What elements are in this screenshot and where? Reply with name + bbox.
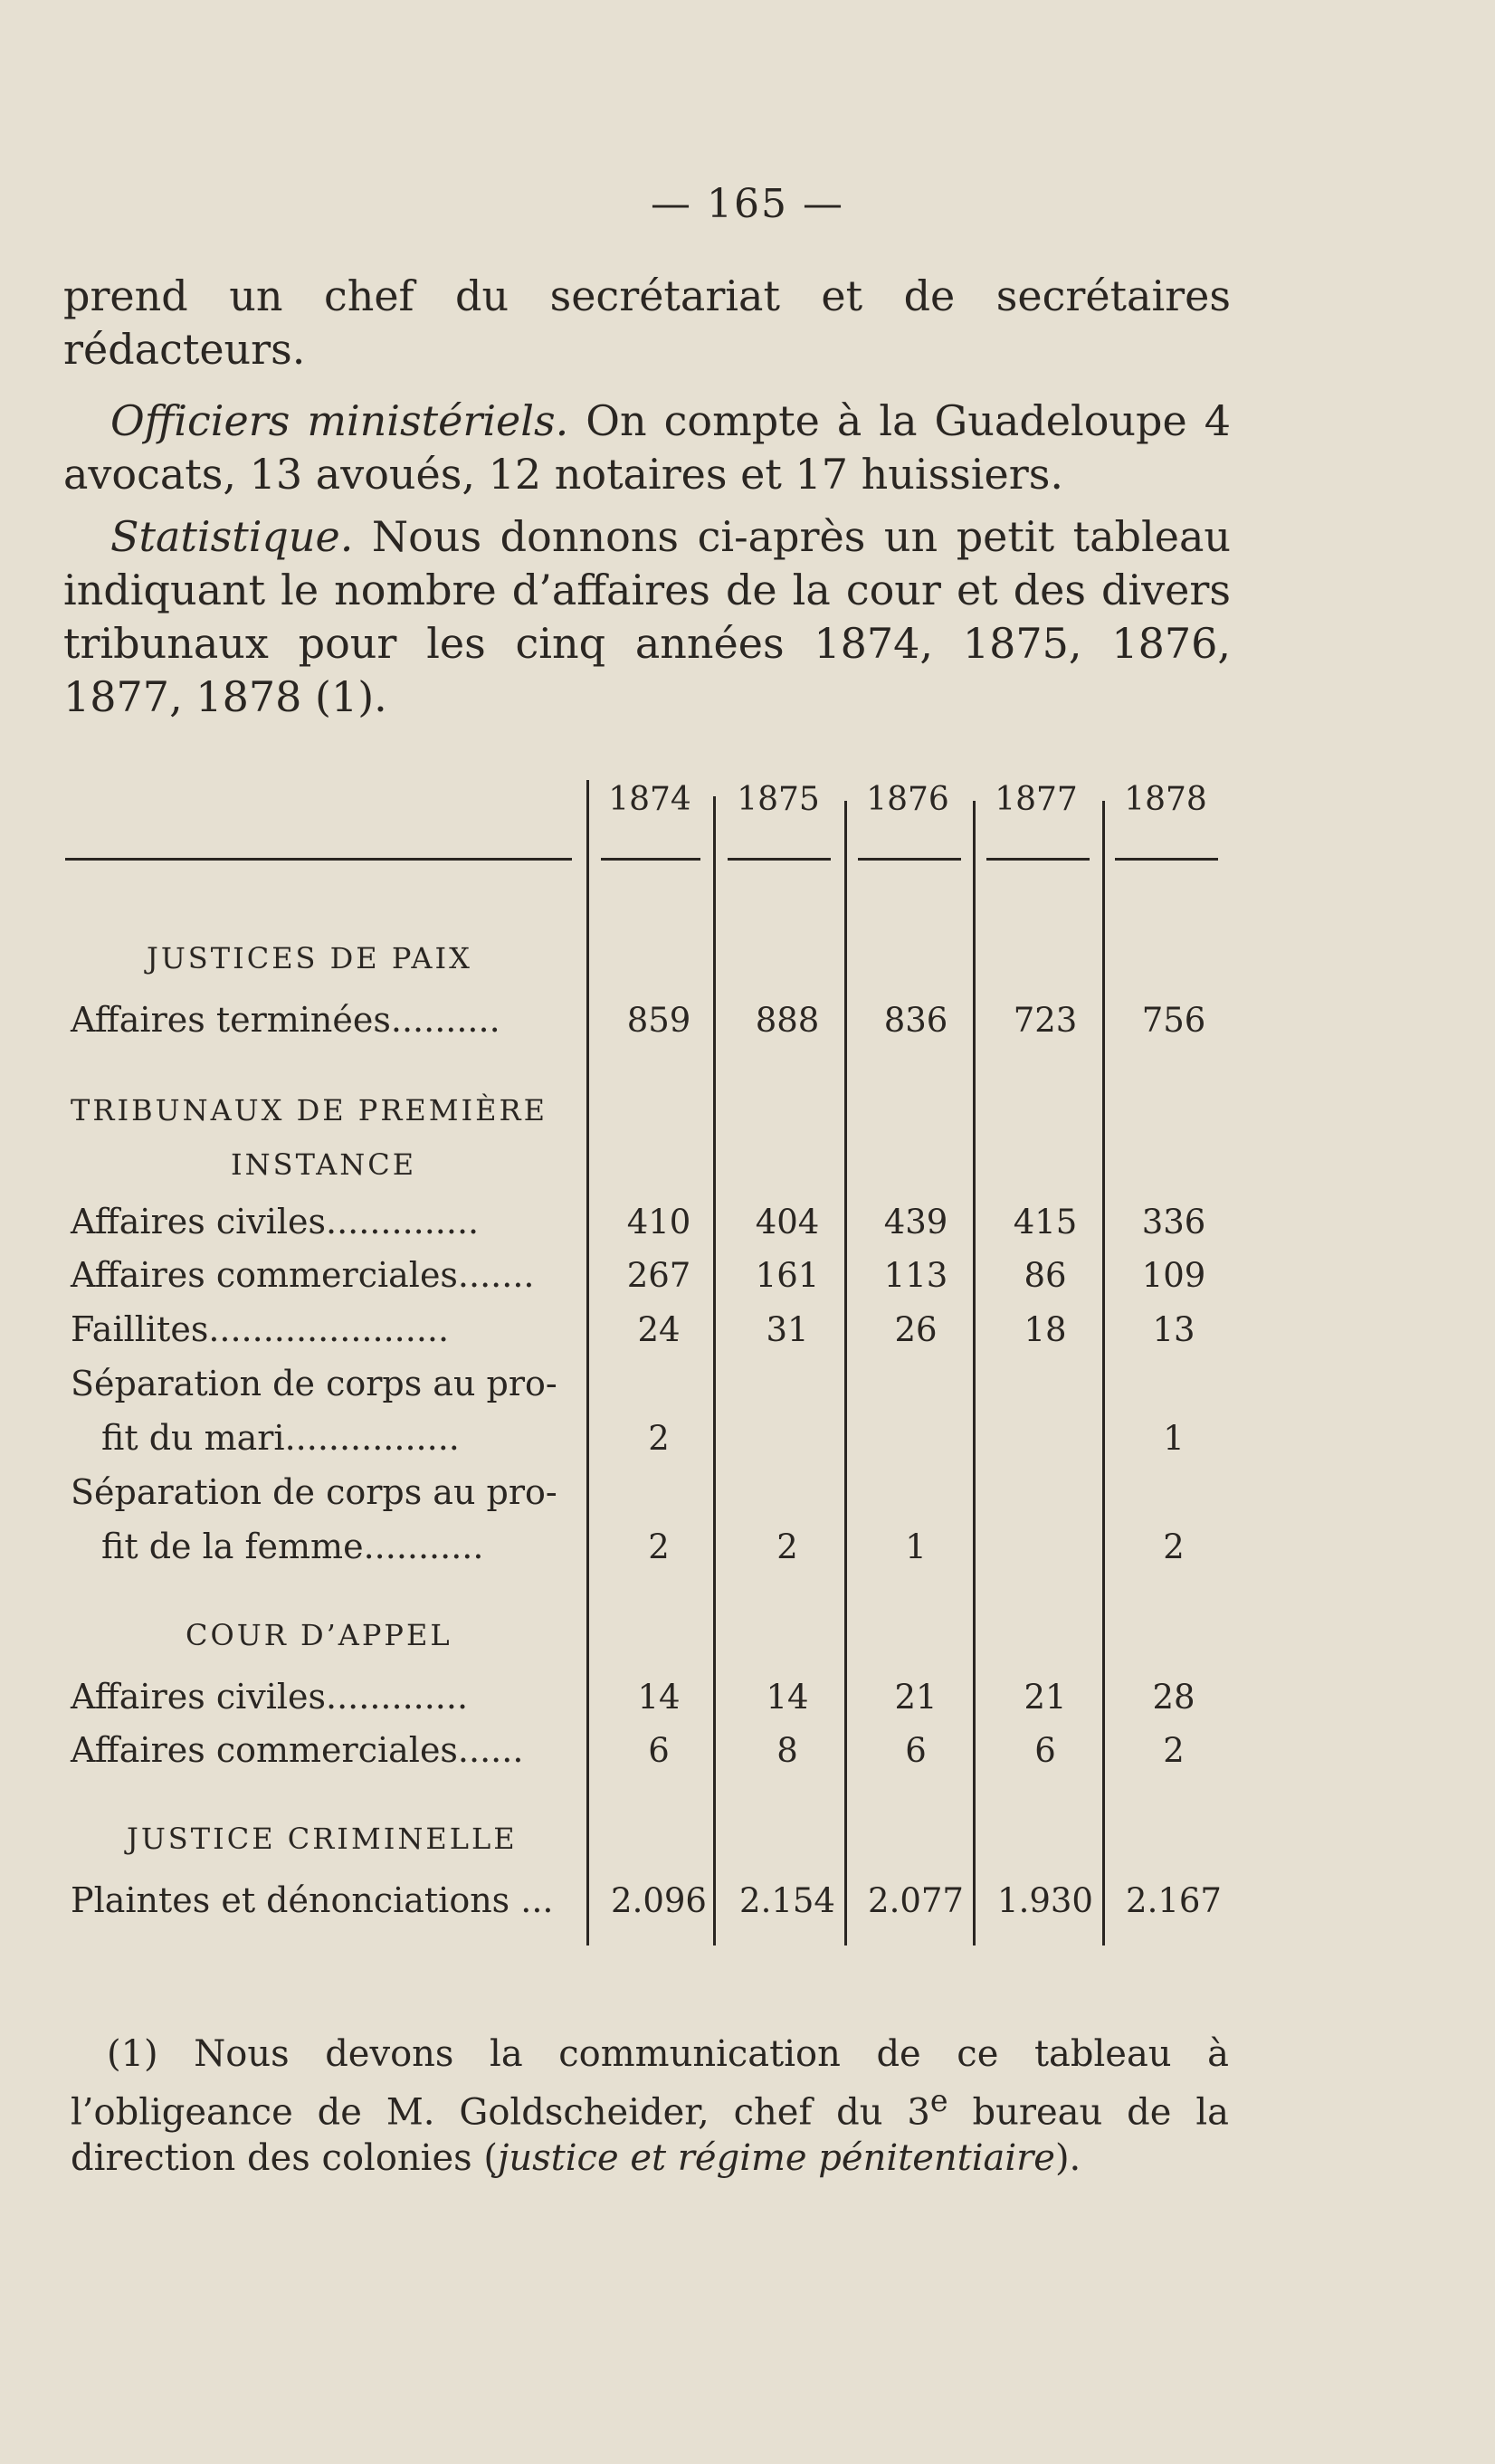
section-tribunaux-line1: TRIBUNAUX DE PREMIÈRE xyxy=(71,1093,548,1127)
cell: 2.167 xyxy=(1126,1881,1222,1920)
year-header-1878: 1878 xyxy=(1124,781,1207,818)
footnote-italic: justice et régime pénitentiaire xyxy=(497,2137,1055,2180)
page-number: — 165 — xyxy=(651,181,844,227)
cell: 6 xyxy=(1034,1731,1056,1770)
cell: 836 xyxy=(883,1001,948,1040)
cell: 415 xyxy=(1013,1203,1078,1242)
cell: 24 xyxy=(637,1310,681,1349)
paragraph-continuation: prend un chef du secrétariat et de secrétaires rédacteurs. xyxy=(63,271,1231,374)
cell: 21 xyxy=(894,1678,938,1717)
cell: 109 xyxy=(1141,1256,1206,1295)
year-header-1876: 1876 xyxy=(866,781,949,818)
cell: 888 xyxy=(755,1001,820,1040)
cell: 1.930 xyxy=(997,1881,1093,1920)
section-justices-de-paix: JUSTICES DE PAIX xyxy=(147,941,472,975)
footnote-superscript: e xyxy=(929,2083,948,2118)
section-justice-criminelle: JUSTICE CRIMINELLE xyxy=(127,1822,518,1856)
cell: 18 xyxy=(1024,1310,1067,1349)
footnote xyxy=(71,2031,1229,2182)
year-header-1877: 1877 xyxy=(995,781,1078,818)
cell: 2 xyxy=(648,1527,670,1566)
cell: 21 xyxy=(1024,1678,1067,1717)
cell: 2 xyxy=(1163,1527,1185,1566)
cell: 2.077 xyxy=(868,1881,964,1920)
cell: 336 xyxy=(1141,1203,1206,1242)
cell: 161 xyxy=(755,1256,820,1295)
heading-statistique: Statistique. xyxy=(110,512,354,561)
cell: 13 xyxy=(1152,1310,1195,1349)
row-label-separation-mari-line1: Séparation de corps au pro- xyxy=(71,1364,557,1403)
table-header-rule-1877 xyxy=(986,858,1090,861)
row-label-separation-femme-line1: Séparation de corps au pro- xyxy=(71,1472,557,1512)
cell: 2 xyxy=(1163,1731,1185,1770)
table-rule-v1 xyxy=(586,780,589,1946)
section-cour-d-appel: COUR D’APPEL xyxy=(186,1618,452,1652)
row-label-affaires-civiles: Affaires civiles.............. xyxy=(71,1202,480,1242)
row-label-separation-femme-line2: fit de la femme........... xyxy=(101,1527,484,1566)
text-statistique: Nous donnons ci-après un petit tableau indiquant le nombre d’affaires de la cour et des divers tribunaux pour les cinq années 1874, 1875, 1876, 1877, 1878 (1). xyxy=(63,512,1231,721)
footnote-text-b: bureau de la direction des colonies ( xyxy=(71,2091,1229,2180)
cell: 723 xyxy=(1013,1001,1078,1040)
year-header-1874: 1874 xyxy=(608,781,691,818)
row-label-plaintes: Plaintes et dénonciations ... xyxy=(71,1880,554,1920)
cell: 6 xyxy=(648,1731,670,1770)
table-header-rule-1875 xyxy=(728,858,831,861)
table-rule-v2 xyxy=(713,796,716,1946)
cell: 14 xyxy=(766,1678,809,1717)
cell: 1 xyxy=(1163,1419,1185,1458)
cell: 756 xyxy=(1141,1001,1206,1040)
footnote-text-c: ). xyxy=(1054,2137,1081,2180)
cell: 14 xyxy=(637,1678,681,1717)
cell: 28 xyxy=(1152,1678,1195,1717)
table-header-rule-1874 xyxy=(601,858,700,861)
table-header-rule-1876 xyxy=(858,858,961,861)
cell: 86 xyxy=(1024,1256,1067,1295)
table-header-rule-1878 xyxy=(1115,858,1218,861)
table-header-rule-label xyxy=(65,858,572,861)
section-tribunaux-line2: INSTANCE xyxy=(231,1147,417,1182)
cell: 26 xyxy=(894,1310,938,1349)
cell: 2 xyxy=(648,1419,670,1458)
cell: 439 xyxy=(883,1203,948,1242)
cell: 410 xyxy=(626,1203,691,1242)
heading-officiers: Officiers ministériels. xyxy=(110,396,569,445)
cell: 267 xyxy=(626,1256,691,1295)
cell: 1 xyxy=(905,1527,927,1566)
table-rule-v3 xyxy=(844,801,847,1946)
cell: 8 xyxy=(776,1731,798,1770)
cell: 2.154 xyxy=(739,1881,835,1920)
row-label-faillites: Faillites...................... xyxy=(71,1309,450,1349)
table-rule-v5 xyxy=(1102,801,1105,1946)
cell: 404 xyxy=(755,1203,820,1242)
cell: 859 xyxy=(626,1001,691,1040)
year-header-1875: 1875 xyxy=(737,781,820,818)
row-label-appel-civiles: Affaires civiles............. xyxy=(71,1677,469,1717)
row-label-affaires-commerciales: Affaires commerciales....... xyxy=(71,1255,535,1295)
row-label-separation-mari-line2: fit du mari................ xyxy=(101,1418,460,1458)
cell: 6 xyxy=(905,1731,927,1770)
table-rule-v4 xyxy=(973,801,976,1946)
cell: 2.096 xyxy=(611,1881,707,1920)
row-label-affaires-terminees: Affaires terminées.......... xyxy=(71,1000,500,1040)
footnote-text-a: (1) Nous devons la communication de ce tableau à l’obligeance de M. Goldscheider, chef du 3 xyxy=(71,2033,1229,2134)
row-label-appel-commerciales: Affaires commerciales...... xyxy=(71,1730,524,1770)
cell: 31 xyxy=(766,1310,809,1349)
cell: 2 xyxy=(776,1527,798,1566)
text-officiers: On compte à la Guadeloupe 4 avocats, 13 avoués, 12 notaires et 17 huissiers. xyxy=(63,396,1232,499)
cell: 113 xyxy=(883,1256,948,1295)
